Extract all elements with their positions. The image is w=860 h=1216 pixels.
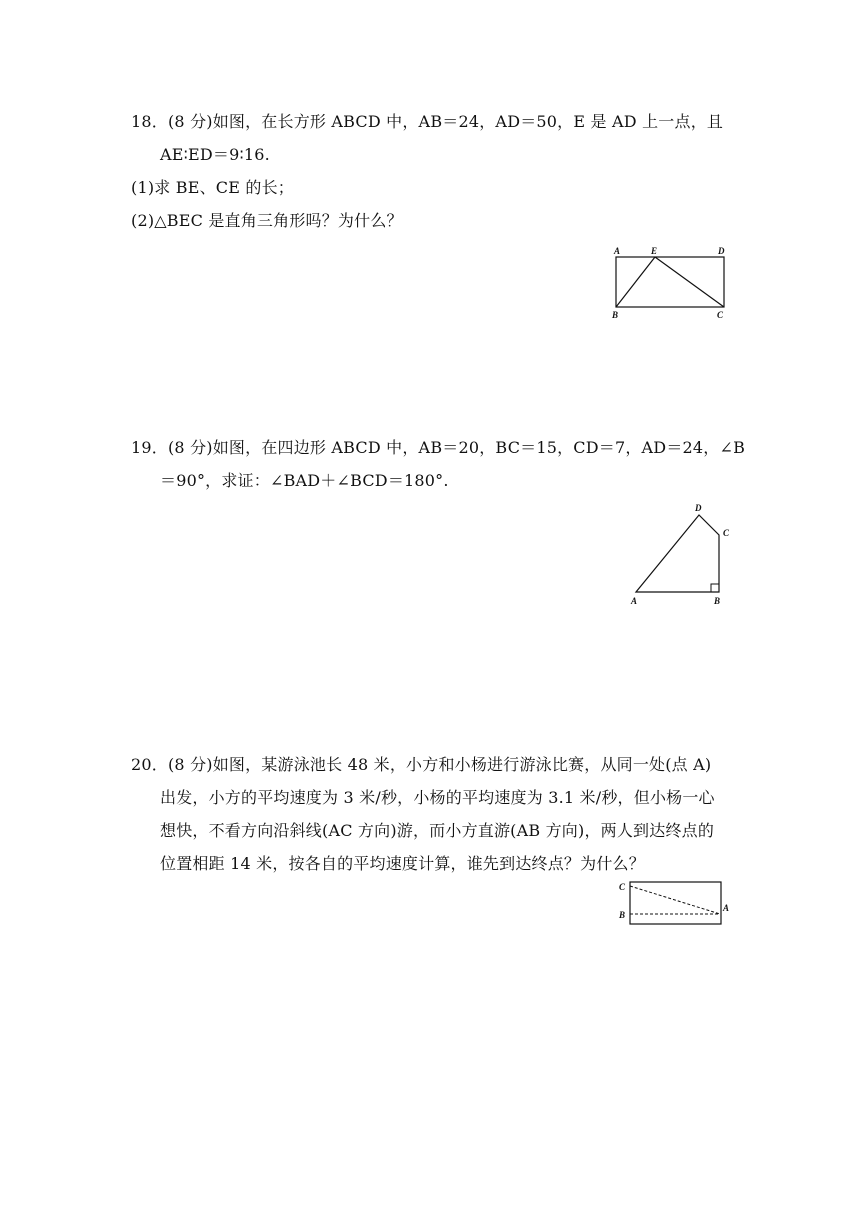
label-b: B	[619, 910, 626, 920]
problem-20-line-2: 出发，小方的平均速度为 3 米/秒，小杨的平均速度为 3.1 米/秒，但小杨一心	[160, 788, 715, 807]
label-a: A	[723, 903, 730, 913]
path-ac	[630, 886, 720, 914]
label-b: B	[714, 596, 721, 606]
problem-19-line-1: 19．(8 分)如图，在四边形 ABCD 中，AB＝20，BC＝15，CD＝7，AD＝24，∠B	[131, 438, 746, 457]
quadrilateral-abcd-figure	[626, 500, 741, 608]
swimming-pool-figure	[612, 876, 740, 930]
rectangle-abcd-figure	[608, 242, 733, 324]
label-c: C	[717, 310, 724, 320]
problem-18-part-1: (1)求 BE、CE 的长；	[131, 178, 294, 197]
label-a: A	[631, 596, 638, 606]
label-c: C	[723, 528, 730, 538]
label-a: A	[614, 246, 621, 256]
problem-18-line-2: AE∶ED＝9∶16.	[160, 145, 270, 164]
label-d: D	[695, 503, 702, 513]
segment-ce	[655, 257, 724, 307]
segment-be	[616, 257, 655, 307]
pool-outline	[630, 882, 721, 924]
problem-18-line-1: 18．(8 分)如图，在长方形 ABCD 中，AB＝24，AD＝50，E 是 AD 上一点，且	[131, 112, 724, 131]
right-angle-mark	[711, 584, 719, 592]
rectangle-outline	[616, 257, 724, 307]
problem-20-line-1: 20．(8 分)如图，某游泳池长 48 米，小方和小杨进行游泳比赛，从同一处(点 A)	[131, 755, 712, 774]
label-b: B	[612, 310, 619, 320]
label-d: D	[718, 246, 725, 256]
label-c: C	[619, 882, 626, 892]
problem-20-line-3: 想快，不看方向沿斜线(AC 方向)游，而小方直游(AB 方向)，两人到达终点的	[160, 821, 715, 840]
quadrilateral-outline	[636, 515, 719, 592]
problem-20-line-4: 位置相距 14 米，按各自的平均速度计算，谁先到达终点？为什么？	[160, 854, 645, 873]
problem-18-part-2: (2)△BEC 是直角三角形吗？为什么？	[131, 211, 403, 230]
problem-19-line-2: ＝90°，求证：∠BAD＋∠BCD＝180°.	[160, 471, 449, 490]
label-e: E	[651, 246, 658, 256]
